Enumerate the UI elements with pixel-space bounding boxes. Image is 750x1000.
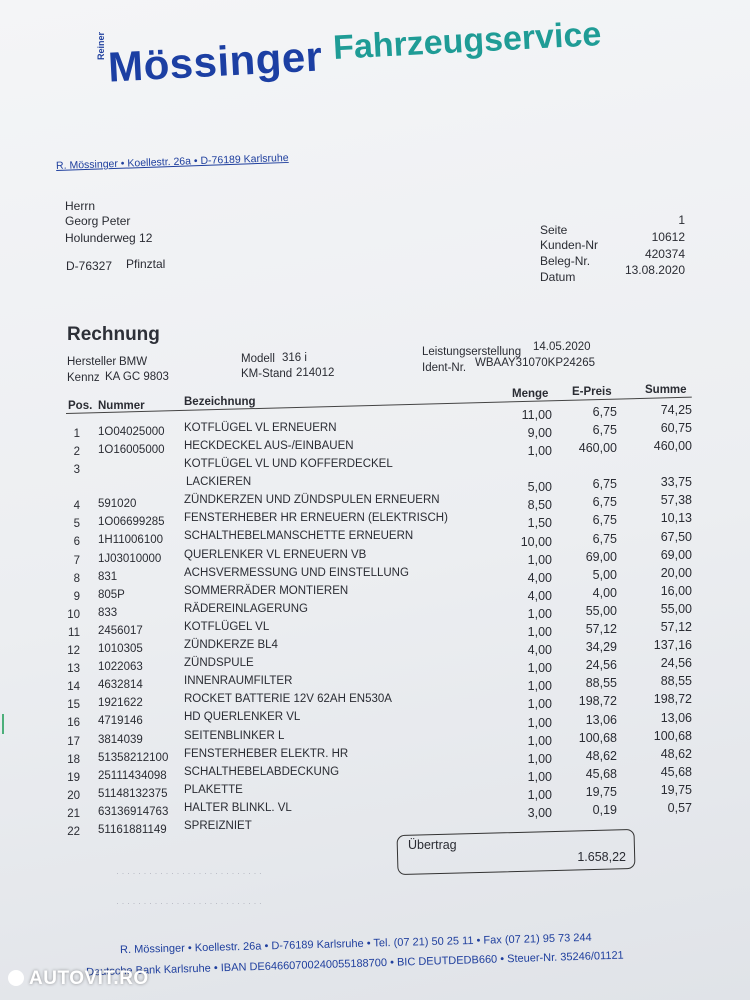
row-menge: 1,00 xyxy=(527,444,552,459)
meta-value-datum: 13.08.2020 xyxy=(624,263,685,277)
row-epreis: 45,68 xyxy=(585,766,617,781)
row-pos: 9 xyxy=(73,590,80,603)
row-bezeichnung: FENSTERHEBER HR ERNEUERN (ELEKTRISCH) xyxy=(184,512,448,525)
row-nummer: 2456017 xyxy=(98,624,143,637)
watermark-text: AUTOVIT.RO xyxy=(29,968,149,989)
row-summe: 13,06 xyxy=(660,710,692,725)
meta-value-kunden: 10612 xyxy=(651,230,685,244)
row-menge: 11,00 xyxy=(521,408,552,422)
row-pos: 4 xyxy=(73,500,80,513)
row-summe: 100,68 xyxy=(653,728,692,743)
row-bezeichnung: QUERLENKER VL ERNEUERN VB xyxy=(184,548,367,561)
row-nummer: 51148132375 xyxy=(98,787,168,800)
row-bezeichnung: RÄDEREINLAGERUNG xyxy=(184,602,308,615)
footer-bank-line: Deutsche Bank Karlsruhe • IBAN DE64660700240055188700 • BIC DEUTDEDB660 • Steuer-Nr. 35246/01121 xyxy=(85,949,624,979)
row-epreis: 6,75 xyxy=(592,495,617,510)
edge-mark xyxy=(2,714,10,734)
row-menge: 3,00 xyxy=(527,806,552,820)
row-pos: 1 xyxy=(73,428,80,440)
row-pos: 13 xyxy=(67,663,80,676)
row-epreis: 48,62 xyxy=(585,748,617,763)
row-bezeichnung: FENSTERHEBER ELEKTR. HR xyxy=(184,747,349,760)
row-summe: 48,62 xyxy=(660,746,692,761)
row-menge: 1,00 xyxy=(527,769,552,784)
watermark-logo-icon xyxy=(8,970,24,986)
row-summe: 19,75 xyxy=(660,782,692,797)
row-menge: 9,00 xyxy=(527,426,552,441)
row-nummer: 1010305 xyxy=(98,643,143,655)
row-pos: 18 xyxy=(67,753,80,766)
row-pos: 21 xyxy=(67,807,80,820)
recipient-street: Holunderweg 12 xyxy=(65,231,153,245)
header-pos: Pos. xyxy=(68,400,93,412)
row-pos: 15 xyxy=(67,699,80,712)
row-nummer: 51161881149 xyxy=(98,824,167,836)
footer-address-line: R. Mössinger • Koellestr. 26a • D-76189 Karlsruhe • Tel. (07 21) 50 25 11 • Fax (07 21) 95 73 244 xyxy=(119,931,592,957)
row-bezeichnung: ZÜNDKERZEN UND ZÜNDSPULEN ERNEUERN xyxy=(184,494,440,507)
bleed-through: · · · · · · · · · · · · · · · · · · · · · · · · · · · xyxy=(116,898,262,908)
row-epreis: 69,00 xyxy=(585,549,617,564)
row-summe: 20,00 xyxy=(660,565,692,580)
row-menge: 1,00 xyxy=(527,787,552,802)
row-nummer: 1921622 xyxy=(98,697,143,710)
row-menge: 1,00 xyxy=(527,751,552,766)
row-nummer: 1O06699285 xyxy=(98,516,165,529)
row-epreis: 6,75 xyxy=(592,477,617,492)
row-pos: 10 xyxy=(67,608,80,621)
row-pos: 2 xyxy=(73,446,80,459)
row-bezeichnung-cont: LACKIEREN xyxy=(186,476,252,489)
row-summe: 45,68 xyxy=(660,764,692,779)
row-pos: 6 xyxy=(73,536,80,549)
row-pos: 14 xyxy=(67,681,80,694)
row-bezeichnung: ZÜNDKERZE BL4 xyxy=(184,639,278,651)
row-epreis: 88,55 xyxy=(585,676,617,691)
row-menge: 1,00 xyxy=(527,697,552,712)
meta-label-beleg: Beleg-Nr. xyxy=(540,254,591,268)
label-hersteller: Hersteller xyxy=(67,356,117,368)
row-pos: 3 xyxy=(73,464,80,477)
row-pos: 19 xyxy=(67,771,80,784)
row-nummer: 1J03010000 xyxy=(98,552,162,565)
row-summe: 67,50 xyxy=(660,529,692,544)
label-km: KM-Stand xyxy=(241,368,293,380)
row-bezeichnung: KOTFLÜGEL VL UND KOFFERDECKEL xyxy=(184,458,393,471)
row-epreis: 19,75 xyxy=(585,784,617,799)
row-menge: 1,00 xyxy=(527,661,552,676)
row-bezeichnung: ACHSVERMESSUNG UND EINSTELLUNG xyxy=(184,566,409,579)
row-menge: 10,00 xyxy=(520,534,552,549)
row-epreis: 6,75 xyxy=(592,531,617,546)
row-epreis: 55,00 xyxy=(585,603,617,618)
row-summe: 55,00 xyxy=(660,601,692,616)
row-menge: 1,00 xyxy=(527,606,552,621)
row-epreis: 4,00 xyxy=(592,585,617,600)
row-summe: 0,57 xyxy=(667,801,692,815)
row-nummer: 1O04025000 xyxy=(98,426,165,438)
row-pos: 5 xyxy=(73,518,80,531)
row-epreis: 6,75 xyxy=(592,513,617,528)
recipient-name: Georg Peter xyxy=(65,214,131,228)
company-subtitle: Fahrzeugservice xyxy=(332,15,603,67)
row-nummer: 51358212100 xyxy=(98,751,169,764)
value-ident: WBAAY31070KP24265 xyxy=(475,357,595,369)
row-pos: 16 xyxy=(67,717,80,730)
row-nummer: 1022063 xyxy=(98,661,143,674)
header-nummer: Nummer xyxy=(98,400,145,412)
row-epreis: 34,29 xyxy=(585,640,617,655)
row-menge: 1,00 xyxy=(527,733,552,748)
row-pos: 12 xyxy=(67,645,80,657)
row-bezeichnung: HALTER BLINKL. VL xyxy=(184,801,292,814)
row-summe: 33,75 xyxy=(660,475,692,490)
row-summe: 24,56 xyxy=(660,656,692,671)
row-menge: 1,50 xyxy=(527,516,552,531)
watermark xyxy=(8,968,149,990)
row-summe: 460,00 xyxy=(653,439,692,454)
row-nummer: 805P xyxy=(98,588,125,601)
row-bezeichnung: SPREIZNIET xyxy=(184,820,252,832)
recipient-salutation: Herrn xyxy=(65,199,96,213)
row-epreis: 0,19 xyxy=(592,803,617,817)
row-nummer: 63136914763 xyxy=(98,805,169,818)
row-summe: 57,38 xyxy=(660,493,692,508)
row-bezeichnung: ROCKET BATTERIE 12V 62AH EN530A xyxy=(184,693,392,706)
company-name: Mössinger xyxy=(106,32,324,91)
sender-line: R. Mössinger • Koellestr. 26a • D-76189 Karlsruhe xyxy=(55,151,289,173)
row-nummer: 4719146 xyxy=(98,715,143,728)
row-summe: 74,25 xyxy=(660,403,692,417)
row-summe: 60,75 xyxy=(660,421,692,436)
row-nummer: 3814039 xyxy=(98,733,143,746)
row-menge: 1,00 xyxy=(527,679,552,694)
label-kennz: Kennz xyxy=(67,372,100,384)
row-menge: 4,00 xyxy=(527,643,552,658)
row-bezeichnung: ZÜNDSPULE xyxy=(184,657,254,670)
row-menge: 1,00 xyxy=(527,552,552,567)
row-nummer: 1O16005000 xyxy=(98,444,165,457)
row-nummer: 833 xyxy=(98,606,118,619)
row-epreis: 6,75 xyxy=(592,405,617,419)
row-bezeichnung: KOTFLÜGEL VL ERNEUERN xyxy=(184,422,337,434)
carry-over-amount: 1.658,22 xyxy=(577,850,626,864)
meta-label-seite: Seite xyxy=(540,223,568,237)
bleed-through: · · · · · · · · · · · · · · · · · · · · · · · · · · · xyxy=(116,868,262,878)
row-pos: 11 xyxy=(68,626,80,639)
row-bezeichnung: HECKDECKEL AUS-/EINBAUEN xyxy=(184,440,354,453)
meta-value-seite: 1 xyxy=(678,213,685,227)
meta-label-kunden: Kunden-Nr xyxy=(540,238,599,252)
row-summe: 137,16 xyxy=(653,638,692,653)
row-bezeichnung: PLAKETTE xyxy=(184,783,243,796)
row-bezeichnung: SCHALTHEBELABDECKUNG xyxy=(184,765,340,778)
header-epreis: E-Preis xyxy=(572,386,612,398)
row-menge: 4,00 xyxy=(527,588,552,603)
meta-value-beleg: 420374 xyxy=(644,247,685,261)
meta-label-datum: Datum xyxy=(540,270,576,284)
row-summe: 88,55 xyxy=(660,674,692,689)
row-epreis: 57,12 xyxy=(585,622,617,636)
row-pos: 7 xyxy=(73,554,80,567)
label-modell: Modell xyxy=(241,353,275,365)
header-menge: Menge xyxy=(512,388,549,400)
recipient-zip: D-76327 xyxy=(66,259,113,273)
row-epreis: 6,75 xyxy=(592,423,617,438)
row-pos: 17 xyxy=(67,735,80,748)
row-pos: 8 xyxy=(73,572,80,585)
row-bezeichnung: HD QUERLENKER VL xyxy=(184,711,301,724)
row-menge: 8,50 xyxy=(527,498,552,513)
row-menge: 5,00 xyxy=(527,480,552,495)
row-bezeichnung: SCHALTHEBELMANSCHETTE ERNEUERN xyxy=(184,530,414,543)
row-nummer: 831 xyxy=(98,570,118,583)
value-km: 214012 xyxy=(296,367,335,379)
value-kennz: KA GC 9803 xyxy=(105,371,169,383)
row-nummer: 591020 xyxy=(98,498,137,511)
row-menge: 1,00 xyxy=(527,715,552,730)
row-bezeichnung: KOTFLÜGEL VL xyxy=(184,620,270,633)
row-nummer: 1H11006100 xyxy=(98,534,164,547)
row-summe: 198,72 xyxy=(653,692,692,707)
header-summe: Summe xyxy=(645,384,687,396)
document-title: Rechnung xyxy=(67,324,160,345)
row-nummer: 4632814 xyxy=(98,679,143,692)
row-summe: 10,13 xyxy=(660,511,692,526)
value-modell: 316 i xyxy=(282,352,307,364)
row-summe: 16,00 xyxy=(660,583,692,598)
row-bezeichnung: INNENRAUMFILTER xyxy=(184,675,293,688)
label-leistung: Leistungserstellung xyxy=(422,346,522,358)
value-hersteller: BMW xyxy=(119,356,148,368)
logo-prefix: Reiner xyxy=(96,31,106,60)
label-ident: Ident-Nr. xyxy=(422,362,467,374)
row-epreis: 24,56 xyxy=(585,658,617,673)
row-bezeichnung: SOMMERRÄDER MONTIEREN xyxy=(184,584,349,597)
row-epreis: 13,06 xyxy=(585,712,617,727)
row-menge: 4,00 xyxy=(527,570,552,585)
row-pos: 20 xyxy=(67,789,80,802)
row-summe: 57,12 xyxy=(660,620,692,634)
row-epreis: 100,68 xyxy=(578,730,617,745)
value-leistung: 14.05.2020 xyxy=(533,341,591,353)
row-summe: 69,00 xyxy=(660,547,692,562)
carry-over-label: Übertrag xyxy=(408,838,457,852)
row-menge: 1,00 xyxy=(527,625,552,639)
row-pos: 22 xyxy=(67,826,80,838)
row-nummer: 25111434098 xyxy=(98,769,167,782)
row-epreis: 5,00 xyxy=(592,567,617,582)
row-bezeichnung: SEITENBLINKER L xyxy=(184,729,285,742)
row-epreis: 198,72 xyxy=(578,694,617,709)
row-epreis: 460,00 xyxy=(578,441,617,456)
header-bezeichnung: Bezeichnung xyxy=(184,396,256,408)
recipient-city: Pfinztal xyxy=(126,257,166,271)
